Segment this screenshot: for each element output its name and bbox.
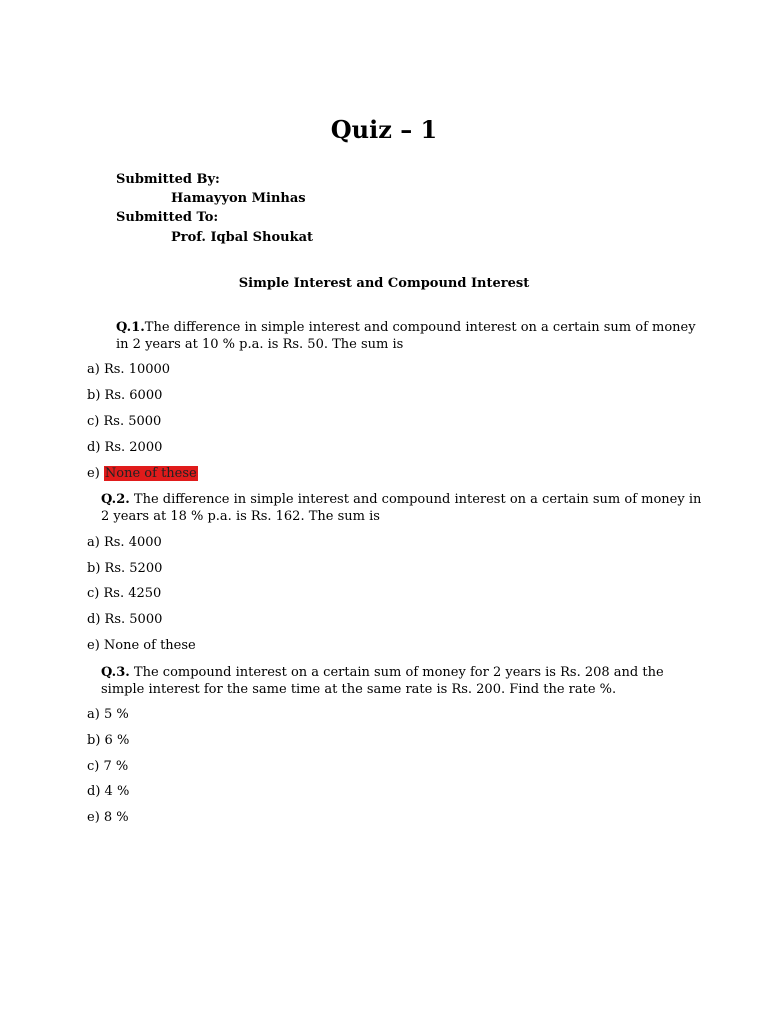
question-1 <box>116 319 696 353</box>
question-text-line: 2 years at 18 % p.a. is Rs. 162. The sum is <box>101 509 380 524</box>
question-number: Q.3. <box>101 665 130 680</box>
question-number: Q.2. <box>101 492 130 507</box>
option-text: Rs. 4250 <box>103 586 162 601</box>
option-letter: e) <box>87 466 100 481</box>
question-text-line: The compound interest on a certain sum of money for 2 years is Rs. 208 and the <box>129 665 664 680</box>
option-text: 6 % <box>104 733 130 748</box>
option-q1-c <box>87 413 161 431</box>
option-letter: d) <box>87 612 101 627</box>
question-number: Q.1. <box>116 320 145 335</box>
option-q1-a <box>87 361 170 379</box>
option-text: Rs. 5000 <box>104 612 163 627</box>
highlighted-answer: None of these <box>104 466 197 481</box>
question-text-line: in 2 years at 10 % p.a. is Rs. 50. The sum is <box>116 337 404 352</box>
submitted-to-label: Submitted To: <box>116 210 219 225</box>
option-text: 8 % <box>103 810 129 825</box>
option-q3-c <box>87 758 128 776</box>
option-text: Rs. 5200 <box>104 561 163 576</box>
question-2 <box>101 491 701 525</box>
submitted-by-label: Submitted By: <box>116 172 220 187</box>
option-letter: c) <box>87 414 100 429</box>
option-q1-d <box>87 439 162 457</box>
option-text: 5 % <box>103 707 129 722</box>
option-text: Rs. 10000 <box>103 362 171 377</box>
option-q3-d <box>87 783 129 801</box>
option-q3-e <box>87 809 129 827</box>
option-text: Rs. 2000 <box>104 440 163 455</box>
option-q2-c <box>87 585 161 603</box>
option-letter: e) <box>87 810 100 825</box>
option-letter: b) <box>87 561 101 576</box>
option-letter: a) <box>87 362 100 377</box>
option-text: Rs. 6000 <box>104 388 163 403</box>
option-letter: d) <box>87 784 101 799</box>
option-letter: b) <box>87 733 101 748</box>
option-q2-e <box>87 637 196 655</box>
submitted-by-name: Hamayyon Minhas <box>171 191 306 206</box>
option-letter: d) <box>87 440 101 455</box>
question-text-line: The difference in simple interest and compound interest on a certain sum of money <box>144 320 696 335</box>
submitted-to-name: Prof. Iqbal Shoukat <box>171 230 314 245</box>
option-q2-d <box>87 611 162 629</box>
option-q2-a <box>87 534 162 552</box>
option-q3-a <box>87 706 129 724</box>
section-subtitle: Simple Interest and Compound Interest <box>238 276 530 291</box>
question-text-line: The difference in simple interest and compound interest on a certain sum of money in <box>129 492 702 507</box>
option-text: Rs. 5000 <box>103 414 162 429</box>
option-text: Rs. 4000 <box>103 535 162 550</box>
option-text: 7 % <box>103 759 129 774</box>
option-text: 4 % <box>104 784 130 799</box>
option-letter: a) <box>87 535 100 550</box>
option-letter: a) <box>87 707 100 722</box>
option-letter: b) <box>87 388 101 403</box>
option-q1-e <box>87 465 198 483</box>
option-letter: c) <box>87 586 100 601</box>
option-q3-b <box>87 732 129 750</box>
question-3 <box>101 664 664 698</box>
option-letter: e) <box>87 638 100 653</box>
question-text-line: simple interest for the same time at the same rate is Rs. 200. Find the rate %. <box>101 682 617 697</box>
option-letter: c) <box>87 759 100 774</box>
option-q2-b <box>87 560 162 578</box>
option-q1-b <box>87 387 162 405</box>
page-title: Quiz – 1 <box>330 115 438 144</box>
option-text: None of these <box>103 638 196 653</box>
